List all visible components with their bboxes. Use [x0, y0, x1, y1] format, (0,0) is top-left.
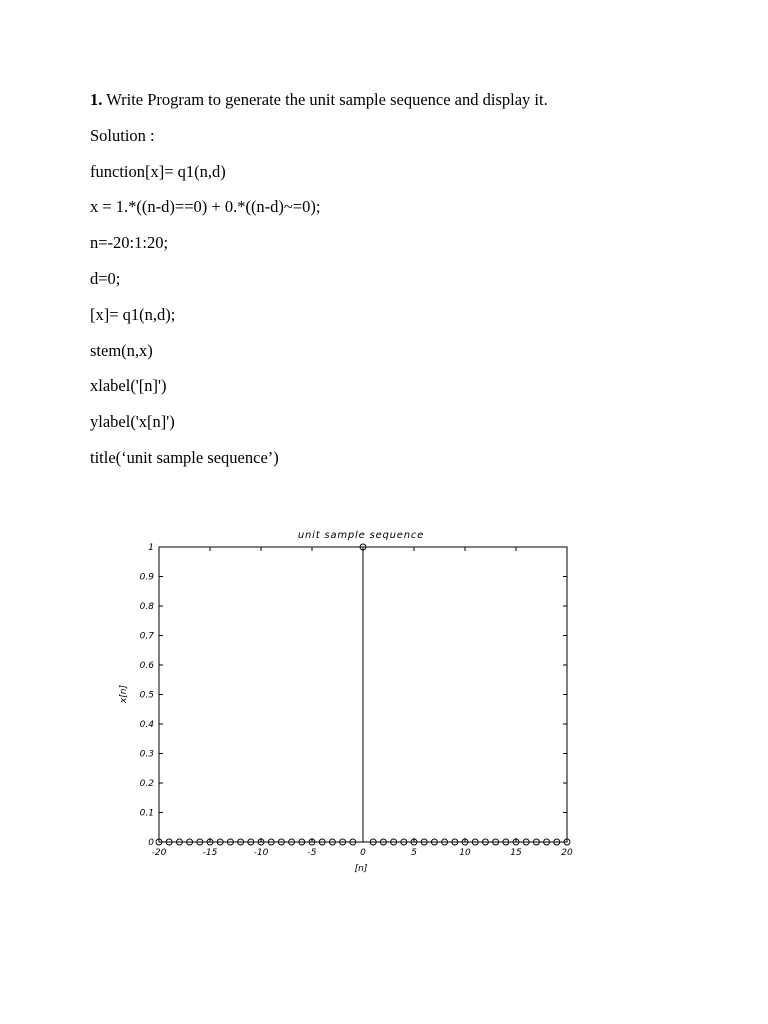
question-number: 1.	[90, 90, 103, 109]
y-axis-label: x[n]	[119, 684, 129, 704]
axis-ticks	[140, 543, 573, 858]
y-tick-label: 0.8	[139, 602, 154, 612]
x-tick-label: -15	[202, 848, 218, 858]
x-tick-label: 20	[561, 848, 573, 858]
x-axis-label: [n]	[354, 864, 368, 874]
x-tick-label: 15	[510, 848, 522, 858]
x-tick-label: 0	[360, 848, 366, 858]
y-tick-label: 0.4	[139, 720, 154, 730]
stem-plot	[110, 522, 590, 884]
code-line-n: n=-20:1:20;	[90, 233, 169, 253]
code-line-xlabel: xlabel('[n]')	[90, 376, 167, 396]
x-tick-label: -5	[307, 848, 317, 858]
solution-label: Solution :	[90, 125, 155, 145]
code-line-title: title(‘unit sample sequence’)	[90, 447, 279, 467]
code-line-ylabel: ylabel('x[n]')	[90, 412, 175, 432]
y-tick-label: 0.7	[139, 631, 154, 642]
code-line-x-def: x = 1.*((n-d)==0) + 0.*((n-d)~=0);	[90, 197, 321, 217]
y-tick-label: 0	[148, 838, 154, 848]
x-tick-label: 10	[459, 848, 471, 858]
x-tick-label: -10	[253, 848, 269, 858]
chart-title: unit sample sequence	[297, 530, 425, 541]
stem-series	[156, 544, 570, 845]
question-line	[90, 88, 690, 124]
y-tick-label: 0.9	[139, 572, 154, 583]
y-tick-label: 0.5	[139, 690, 154, 701]
code-line-stem: stem(n,x)	[90, 340, 153, 360]
code-line-d: d=0;	[90, 268, 121, 288]
y-tick-label: 0.6	[139, 661, 154, 671]
stem-plot-figure	[110, 522, 590, 884]
question-text: Write Program to generate the unit sample sequence and display it.	[102, 90, 548, 109]
code-line-call: [x]= q1(n,d);	[90, 304, 176, 324]
x-tick-label: -20	[151, 848, 167, 858]
y-tick-label: 1	[148, 543, 154, 553]
y-tick-label: 0.3	[139, 749, 154, 760]
y-tick-label: 0.2	[139, 779, 154, 789]
code-line-function: function[x]= q1(n,d)	[90, 161, 226, 181]
document-text	[90, 88, 690, 482]
y-tick-label: 0.1	[139, 808, 154, 819]
x-tick-label: 5	[411, 848, 417, 858]
